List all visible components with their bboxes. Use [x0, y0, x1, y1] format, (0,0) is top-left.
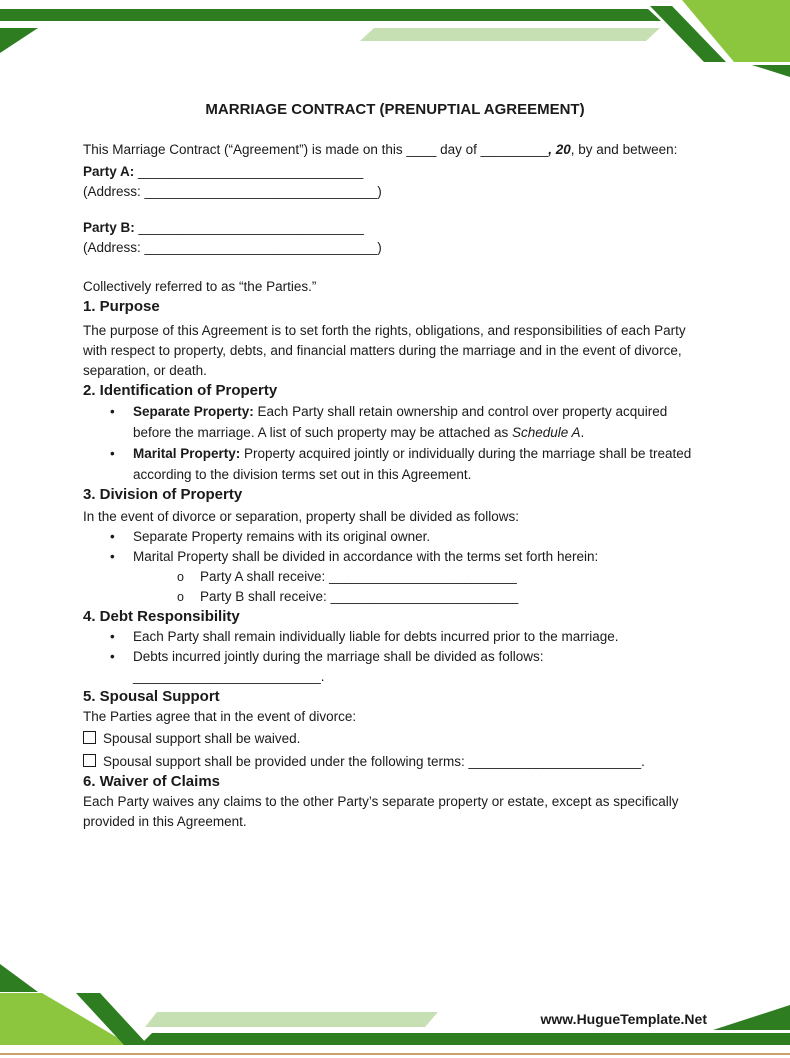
- section-6-heading: 6. Waiver of Claims: [83, 773, 220, 790]
- footer-tan-line-shape: [0, 1053, 790, 1055]
- bullet-label: Separate Property:: [133, 404, 254, 419]
- party-a-address-blank: _______________________________: [144, 184, 378, 199]
- section-3-heading: 3. Division of Property: [83, 486, 243, 503]
- blank-suffix: .: [641, 754, 645, 769]
- section-4-heading: 4. Debt Responsibility: [83, 608, 240, 625]
- sub-bullet-label: Party B shall receive:: [200, 589, 331, 604]
- bullet-suffix: .: [580, 425, 585, 440]
- party-b-address-field: [83, 238, 707, 258]
- footer-right-triangle-shape: [713, 1005, 790, 1030]
- checkbox-icon: [83, 731, 96, 744]
- debt-division-blank: _________________________: [133, 669, 321, 684]
- bullet-italic-text: Schedule A: [511, 425, 581, 440]
- intro-text: This Marriage Contract (“Agreement”) is made on this ____ day of _________: [83, 142, 549, 157]
- option-text: Spousal support shall be provided under the following terms:: [103, 754, 469, 769]
- blank-suffix: .: [320, 669, 325, 684]
- list-item: [83, 627, 707, 647]
- list-item: [83, 527, 707, 547]
- website-url: www.HugueTemplate.Net: [540, 1011, 707, 1027]
- intro-paragraph: [83, 140, 707, 160]
- party-b-field: [83, 218, 707, 238]
- party-a-address-field: [83, 182, 707, 202]
- list-item: [83, 401, 707, 443]
- section-1-heading: 1. Purpose: [83, 298, 160, 315]
- address-close: ): [377, 184, 382, 199]
- bullet-text: Marital Property shall be divided in accordance with the terms set forth herein:: [133, 549, 599, 564]
- collective-clause: Collectively referred to as “the Parties.”: [83, 279, 317, 294]
- address-open: (Address:: [83, 184, 145, 199]
- footer-left-triangle-shape: [0, 964, 38, 992]
- spousal-terms-blank: _______________________: [468, 754, 642, 769]
- bullet-icon: •: [110, 446, 115, 461]
- section-5-lead: The Parties agree that in the event of divorce:: [83, 709, 357, 724]
- section-3-sublist: [83, 567, 707, 607]
- party-b-label: Party B:: [83, 220, 135, 235]
- list-item: [83, 567, 707, 587]
- list-item: [83, 547, 707, 567]
- party-a-field: [83, 162, 707, 182]
- spousal-waived-option: [83, 728, 707, 749]
- sub-bullet-label: Party A shall receive:: [200, 569, 330, 584]
- intro-year-text: , 20: [548, 142, 571, 157]
- bullet-icon: •: [110, 404, 115, 419]
- address-open: (Address:: [83, 240, 145, 255]
- bullet-icon: •: [110, 549, 115, 564]
- party-a-blank: ______________________________: [138, 164, 364, 179]
- section-3-list: [83, 527, 707, 567]
- list-item: [83, 443, 707, 485]
- bullet-text: Each Party shall remain individually liable for debts incurred prior to the marriage.: [133, 629, 619, 644]
- section-4-list: [83, 627, 707, 667]
- address-close: ): [377, 240, 382, 255]
- list-item: [83, 647, 707, 667]
- bullet-icon: •: [110, 649, 115, 664]
- party-a-receive-blank: _________________________: [329, 569, 517, 584]
- footer-decoration: [0, 958, 790, 1058]
- party-b-blank: ______________________________: [138, 220, 364, 235]
- intro-tail-text: , by and between:: [570, 142, 678, 157]
- bullet-text: Separate Property remains with its original owner.: [133, 529, 431, 544]
- spousal-terms-option: [83, 751, 707, 772]
- list-item: [83, 587, 707, 607]
- sub-bullet-icon: o: [177, 590, 184, 604]
- bullet-text: Debts incurred jointly during the marriage shall be divided as follows:: [133, 649, 544, 664]
- section-6-body: Each Party waives any claims to the other Party’s separate property or estate, except as specifically provided in this Agreement.: [83, 794, 679, 829]
- section-2-heading: 2. Identification of Property: [83, 382, 278, 399]
- party-b-address-blank: _______________________________: [144, 240, 378, 255]
- footer-pale-stripe-shape: [145, 1012, 438, 1027]
- bullet-label: Marital Property:: [133, 446, 241, 461]
- sub-bullet-icon: o: [177, 570, 184, 584]
- footer-bar-shape: [140, 1033, 790, 1045]
- bullet-text: Each Party shall retain ownership and control over property acquired before the marriage. A list of such property may be attached as: [133, 404, 668, 440]
- section-3-lead: In the event of divorce or separation, property shall be divided as follows:: [83, 509, 519, 524]
- section-5-heading: 5. Spousal Support: [83, 688, 220, 705]
- section-2-list: [83, 401, 707, 485]
- section-1-body: The purpose of this Agreement is to set forth the rights, obligations, and responsibilities of each Party with respect to property, debts, and financial matters during the marriage and in the event of divorce, separation, or death.: [83, 323, 686, 378]
- checkbox-icon: [83, 754, 96, 767]
- bullet-text: Property acquired jointly or individually during the marriage shall be treated according to the division terms set out in this Agreement.: [133, 446, 692, 482]
- section-4-blank-line: [83, 667, 707, 687]
- party-a-label: Party A:: [83, 164, 135, 179]
- bullet-icon: •: [110, 629, 115, 644]
- option-text: Spousal support shall be waived.: [103, 731, 301, 746]
- bullet-icon: •: [110, 529, 115, 544]
- party-b-receive-blank: _________________________: [330, 589, 519, 604]
- document-title: MARRIAGE CONTRACT (PRENUPTIAL AGREEMENT): [205, 101, 585, 118]
